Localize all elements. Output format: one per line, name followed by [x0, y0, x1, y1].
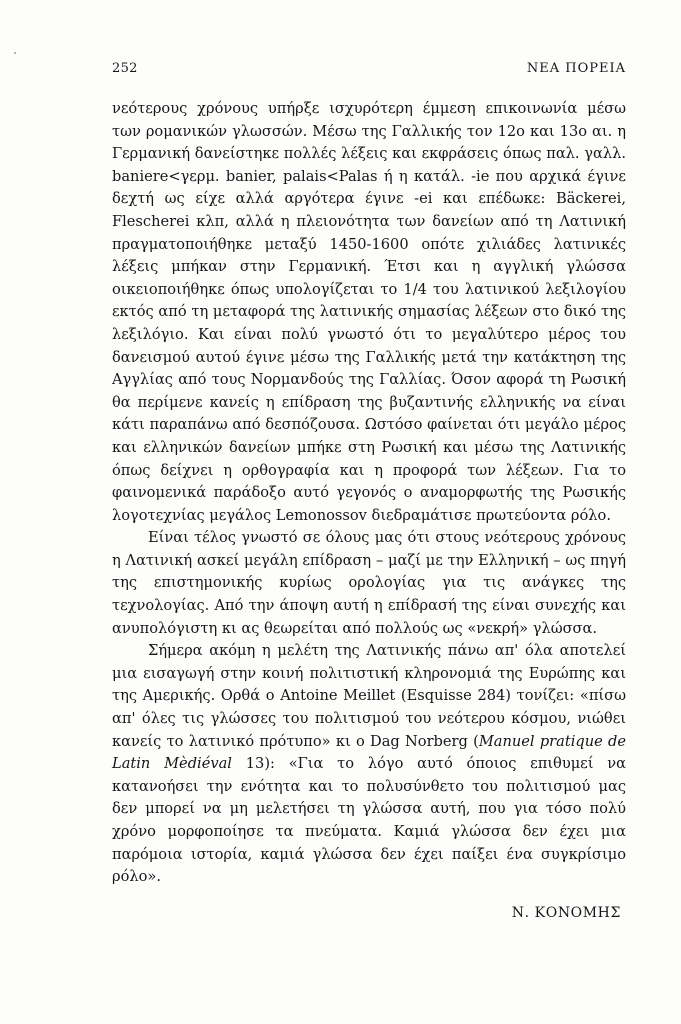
running-head: ΝΕΑ ΠΟΡΕΙΑ	[526, 61, 626, 76]
paragraph-3-text-before-title: Σήμερα ακόμη η μελέτη της Λατινικής πάνω απ' όλα αποτελεί μια εισαγωγή στην κοινή πολιτιστική κληρονομιά της Ευρώπης και της Αμερικής. Ορθά ο Antoine Meillet (Esquisse 284) τονίζει: «πίσω απ' όλες τις γλώσσες του πολιτισμού του νεότερου κόσμου, νιώθει κανείς το λατινικό πρότυπο» κι ο Dag Norberg (	[112, 642, 626, 750]
paragraph-1: νεότερους χρόνους υπήρξε ισχυρότερη έμμεση επικοινωνία μέσω των ρομανικών γλωσσών. Μέσω της Γαλλικής τον 12ο και 13ο αι. η Γερμανική δανείστηκε πολλές λέξεις και εκφράσεις όπως παλ. γαλλ. baniere<γερμ. banier, palais<Palas ή η κατάλ. -ie που αρχικά έγινε δεχτή ως είχε αλλά αργότερα έγινε -ei και επέδωκε: Bäckerei, Flescherei κλπ, αλλά η πλειονότητα των δανείων από τη Λατινική πραγματοποιήθηκε μεταξύ 1450-1600 οπότε χιλιάδες λατινικές λέξεις μπήκαν στην Γερμανική. Έτσι και η αγγλική γλώσσα οικειοποιήθηκε όπως υπολογίζεται το 1/4 του λατινικού λεξιλογίου εκτός από τη μεταφορά της λατινικής σημασίας λέξεων στο δικό της λεξιλόγιο. Και είναι πολύ γνωστό ότι το μεγαλύτερο μέρος του δανεισμού αυτού έγινε μέσω της Γαλλικής μετά την κατάκτηση της Αγγλίας από τους Νορμανδούς της Γαλλίας. Όσον αφορά τη Ρωσική θα περίμενε κανείς η επίδραση της βυζαντινής ελληνικής να είναι κάτι παραπάνω από δεσπόζουσα. Ωστόσο φαίνεται ότι μεγάλο μέρος και ελληνικών δανείων μπήκε στη Ρωσική και μέσω της Λατινικής όπως δείχνει η ορθογραφία και η προφορά των λέξεων. Για το φαινομενικά παράδοξο αυτό γεγονός ο αναμορφωτής της Ρωσικής λογοτεχνίας μεγάλος Lemonossov διεδραμάτισε πρωτεύοντα ρόλο.	[112, 100, 626, 524]
paragraph-3	[112, 640, 626, 889]
paragraph-3-text-after-title: 13): «Για το λόγο αυτό όποιος επιθυμεί να κατανοήσει την ενότητα και το πολυσύνθετο του πολιτισμού μας δεν μπορεί να μη μελετήσει τη γλώσσα αυτή, που για τόσο πολύ χρόνο μορφοποίησε τα πνεύματα. Καμιά γλώσσα δεν έχει μια παρόμοια ιστορία, καμιά γλώσσα δεν έχει παίξει ένα συγκρίσιμο ρόλο».	[112, 755, 626, 886]
page-number: 252	[112, 61, 138, 76]
scan-speck	[14, 52, 16, 54]
page-header	[112, 61, 626, 81]
body-text	[112, 98, 626, 889]
paragraph-2: Είναι τέλος γνωστό σε όλους μας ότι στους νεότερους χρόνους η Λατινική ασκεί μεγάλη επίδραση – μαζί με την Ελληνική – ως πηγή της επιστημονικής κυρίως ορολογίας για τις ανάγκες της τεχνολογίας. Από την άποψη αυτή η επίδρασή της είναι συνεχής και ανυπολόγιστη κι ας θεωρείται από πολλούς ως «νεκρή» γλώσσα.	[112, 529, 626, 637]
book-title: Manuel pratique de Latin Mèdiéval	[112, 732, 626, 773]
author-signature: Ν. ΚΟΝΟΜΗΣ	[511, 905, 621, 921]
